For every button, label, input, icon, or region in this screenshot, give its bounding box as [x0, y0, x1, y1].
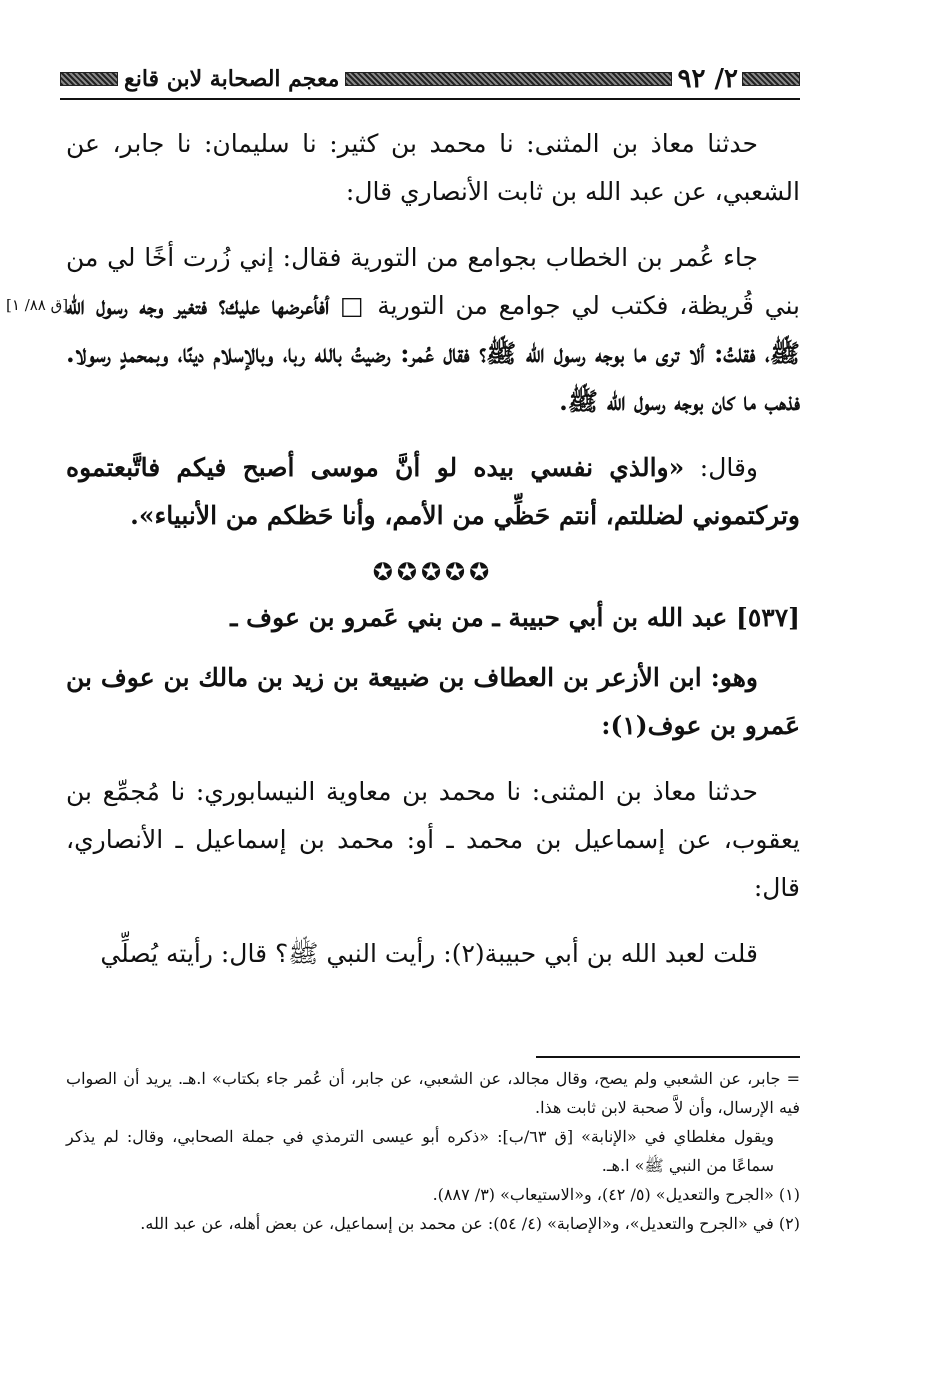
header-ornament-right — [742, 72, 800, 86]
narration-paragraph: قلت لعبد الله بن أبي حبيبة(٢): رأيت النبي ﷺ؟ قال: رأيته يُصلِّي — [100, 939, 758, 968]
footnote-continuation-1: = جابر، عن الشعبي ولم يصح، وقال مجالد، عن الشعبي، عن جابر، أن عُمر جاء بكتاب» ا.هـ. يريد أن الصواب فيه الإرسال، وأن لاَّ صحبة لابن ثابت هذا. — [66, 1069, 801, 1117]
footnote-continuation-2: ويقول مغلطاي في «الإنابة» [ق ٦٣/ب]: «ذكره أبو عيسى الترمذي في جملة الصحابي، وقال: لم يذكر سماعًا من النبي ﷺ» ا.هـ. — [66, 1127, 774, 1175]
footnote-rule — [536, 1056, 800, 1058]
lineage-paragraph: وهو: ابن الأزعر بن العطاف بن ضبيعة بن زيد بن مالك بن عوف بن عَمرو بن عوف(١): — [66, 663, 800, 740]
hadith-text-part-2: أفأعرضها عليك؟ فتغير وجه رسول الله ﷺ، فقلتُ: ألا ترى ما بوجه رسول الله ﷺ؟ فقال عُمر: رضيتُ بالله ربا، وبالإسلام دينًا، وبمحمدٍ رسولا. فذهب ما كان بوجه رسول الله ﷺ. — [66, 291, 800, 416]
prophetic-saying: «والذي نفسي بيده لو أنَّ موسى أصبح فيكم فاتَّبعتموه وتركتموني لضللتم، أنتم حَظِّي من الأمم، وأنا حَظكم من الأنبياء». — [66, 453, 800, 530]
main-text — [66, 120, 800, 996]
manuscript-folio-note: [ق ٨٨/ ١] — [6, 296, 69, 314]
footnote-1: (١) «الجرح والتعديل» (٥/ ٤٢)، و«الاستيعاب» (٣/ ٨٨٧). — [432, 1185, 800, 1204]
footnotes — [66, 1064, 800, 1238]
header-ornament-left — [60, 72, 118, 86]
header-ornament-middle — [345, 72, 671, 86]
hadith-text-part-1: جاء عُمر بن الخطاب بجوامع من التورية فقال: إني زُرت أخًا لي من بني قُريظة، فكتب لي جوامع من التورية — [66, 243, 800, 320]
isnad-paragraph-2: حدثنا معاذ بن المثنى: نا محمد بن معاوية النيسابوري: نا مُجمِّع بن يعقوب، عن إسماعيل بن محمد ـ أو: محمد بن إسماعيل ـ الأنصاري، قال: — [66, 777, 800, 902]
folio-marker: □ — [340, 291, 367, 320]
running-header — [60, 64, 800, 94]
header-rule — [60, 98, 800, 100]
footnote-2: (٢) في «الجرح والتعديل»، و«الإصابة» (٤/ ٥٤): عن محمد بن إسماعيل، عن بعض أهله، عن عبد الله. — [140, 1214, 800, 1233]
section-separator: ✪✪✪✪✪ — [372, 558, 494, 586]
hadith-paragraph-1 — [66, 234, 800, 426]
entry-heading: [٥٣٧] عبد الله بن أبي حبيبة ـ من بني عَمرو بن عوف ـ — [230, 603, 800, 632]
isnad-paragraph-1: حدثنا معاذ بن المثنى: نا محمد بن كثير: نا سليمان: نا جابر، عن الشعبي، عن عبد الله بن ثابت الأنصاري قال: — [66, 129, 800, 206]
page-number: ٢/ ٩٢ — [677, 64, 738, 94]
hadith-paragraph-2 — [66, 444, 800, 540]
book-title: معجم الصحابة لابن قانع — [124, 66, 340, 92]
said-label: وقال: — [699, 453, 758, 482]
